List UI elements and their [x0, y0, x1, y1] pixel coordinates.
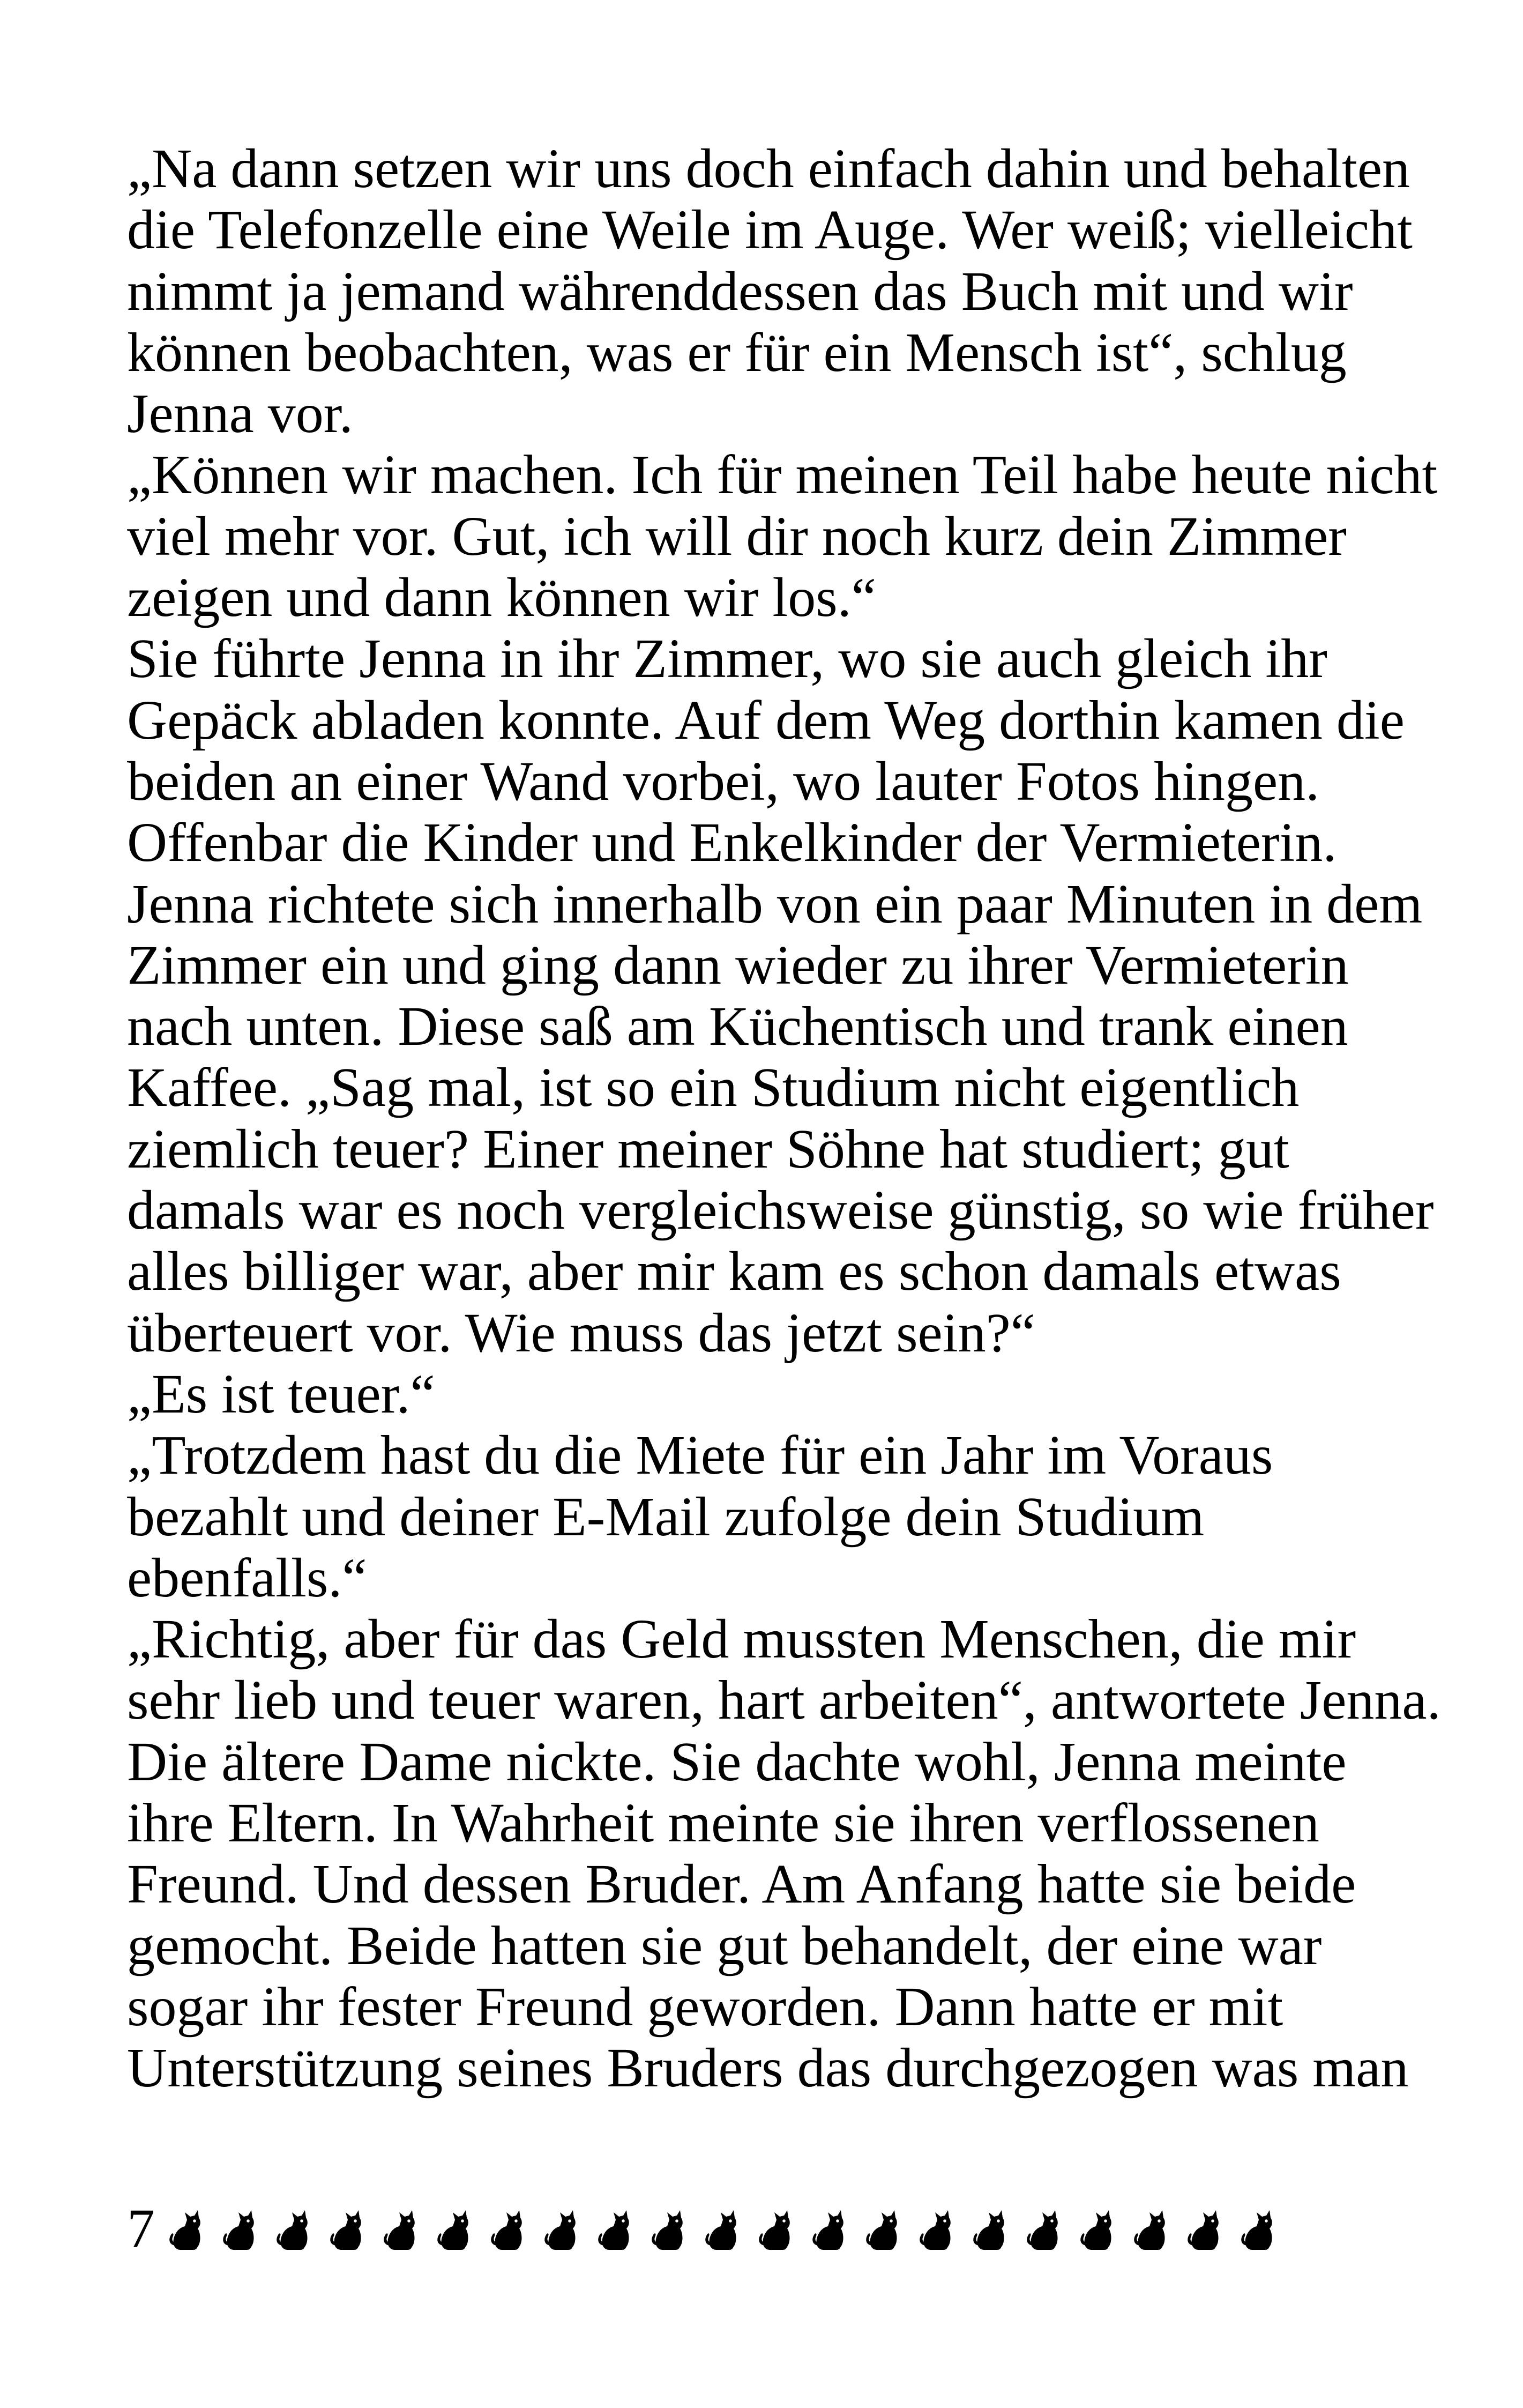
black-cat-icon [1186, 2207, 1227, 2251]
black-cat-icon [489, 2207, 530, 2251]
black-cat-icon [168, 2207, 208, 2251]
cat-ornament-row [168, 2207, 1280, 2251]
black-cat-icon [1025, 2207, 1066, 2251]
text-line: „Können wir machen. Ich für meinen Teil habe heute nicht [127, 444, 1438, 506]
black-cat-icon [1132, 2207, 1173, 2251]
text-line: viel mehr vor. Gut, ich will dir noch kurz dein Zimmer [127, 505, 1347, 567]
black-cat-icon [864, 2207, 905, 2251]
black-cat-icon [757, 2207, 798, 2251]
text-line: Sie führte Jenna in ihr Zimmer, wo sie auch gleich ihr [127, 628, 1327, 690]
black-cat-icon [275, 2207, 316, 2251]
text-line: können beobachten, was er für ein Mensch ist“, schlug [127, 321, 1347, 383]
black-cat-icon [436, 2207, 476, 2251]
text-line: ziemlich teuer? Einer meiner Söhne hat studiert; gut [127, 1118, 1289, 1180]
text-line: ebenfalls.“ [127, 1547, 367, 1609]
text-line: „Es ist teuer.“ [127, 1363, 435, 1425]
black-cat-icon [1240, 2207, 1280, 2251]
page-number: 7 [127, 2198, 155, 2260]
text-line: überteuert vor. Wie muss das jetzt sein?“ [127, 1302, 1035, 1364]
text-line: Freund. Und dessen Bruder. Am Anfang hatte sie beide [127, 1853, 1356, 1915]
text-line: nach unten. Diese saß am Küchentisch und trank einen [127, 995, 1348, 1058]
text-line: alles billiger war, aber mir kam es schon damals etwas [127, 1240, 1341, 1303]
text-line: Offenbar die Kinder und Enkelkinder der Vermieterin. [127, 812, 1337, 874]
black-cat-icon [918, 2207, 959, 2251]
text-line: die Telefonzelle eine Weile im Auge. Wer weiß; vielleicht [127, 199, 1413, 261]
text-line: Jenna richtete sich innerhalb von ein paar Minuten in dem [127, 873, 1423, 935]
black-cat-icon [221, 2207, 262, 2251]
text-line: gemocht. Beide hatten sie gut behandelt, der eine war [127, 1914, 1322, 1976]
text-line: „Richtig, aber für das Geld mussten Menschen, die mir [127, 1608, 1356, 1670]
black-cat-icon [650, 2207, 691, 2251]
black-cat-icon [704, 2207, 744, 2251]
text-line: Kaffee. „Sag mal, ist so ein Studium nicht eigentlich [127, 1057, 1300, 1119]
text-line: „Na dann setzen wir uns doch einfach dahin und behalten [127, 138, 1410, 199]
black-cat-icon [382, 2207, 423, 2251]
text-line: ihre Eltern. In Wahrheit meinte sie ihren verflossenen [127, 1792, 1319, 1854]
text-line: bezahlt und deiner E-Mail zufolge dein Studium [127, 1485, 1205, 1548]
black-cat-icon [811, 2207, 852, 2251]
black-cat-icon [329, 2207, 369, 2251]
body-text [127, 138, 1441, 2099]
black-cat-icon [543, 2207, 584, 2251]
text-line: Gepäck abladen konnte. Auf dem Weg dorthin kamen die [127, 689, 1405, 751]
page-footer [127, 2197, 1280, 2261]
black-cat-icon [596, 2207, 637, 2251]
text-line: beiden an einer Wand vorbei, wo lauter Fotos hingen. [127, 750, 1320, 812]
text-line: Die ältere Dame nickte. Sie dachte wohl, Jenna meinte [127, 1730, 1347, 1793]
text-line: zeigen und dann können wir los.“ [127, 567, 876, 629]
text-line: Jenna vor. [127, 383, 353, 445]
text-line: damals war es noch vergleichsweise günstig, so wie früher [127, 1179, 1434, 1242]
text-line: „Trotzdem hast du die Miete für ein Jahr im Voraus [127, 1424, 1273, 1487]
text-line: Zimmer ein und ging dann wieder zu ihrer Vermieterin [127, 934, 1349, 996]
text-line: nimmt ja jemand währenddessen das Buch mit und wir [127, 260, 1353, 322]
text-line: Unterstützung seines Bruders das durchgezogen was man [127, 2037, 1409, 2099]
black-cat-icon [1079, 2207, 1119, 2251]
black-cat-icon [972, 2207, 1012, 2251]
text-line: sehr lieb und teuer waren, hart arbeiten“, antwortete Jenna. [127, 1669, 1441, 1731]
text-line: sogar ihr fester Freund geworden. Dann hatte er mit [127, 1975, 1283, 2038]
